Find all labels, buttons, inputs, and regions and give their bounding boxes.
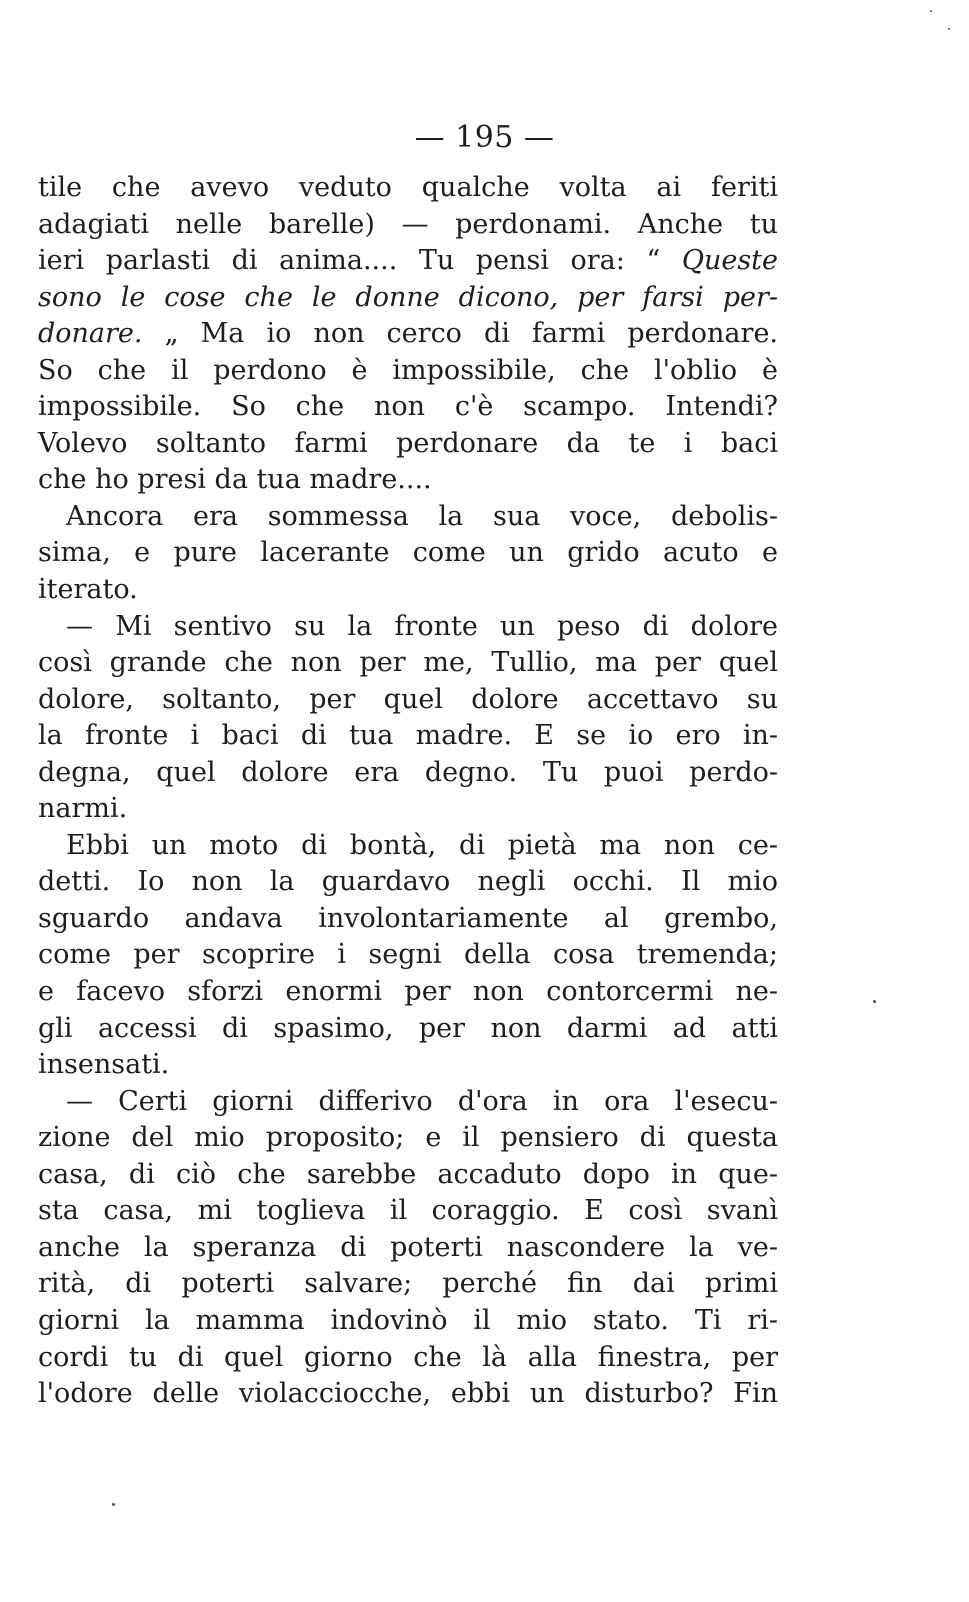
text-line: [38, 1303, 778, 1340]
text-line: [38, 901, 778, 938]
scan-speck: [873, 1000, 876, 1003]
text-segment: Ebbi un moto di bontà, di pietà ma non ce-: [66, 829, 778, 861]
text-segment: — Certi giorni differivo d'ora in ora l'esecu-: [66, 1085, 778, 1117]
text-segment: giorni la mamma indovinò il mio stato. Ti ri-: [38, 1304, 778, 1336]
scan-speck: [112, 1503, 115, 1506]
text-segment: So che il perdono è impossibile, che l'oblio è: [38, 354, 778, 386]
text-segment: zione del mio proposito; e il pensiero di questa: [38, 1122, 778, 1154]
text-line: [38, 572, 778, 609]
text-segment: rità, di poterti salvare; perché fin dai primi: [38, 1268, 778, 1300]
text-line: [38, 243, 778, 280]
text-segment: „ Ma io non cerco di farmi perdonare.: [142, 318, 778, 350]
text-segment: come per scoprire i segni della cosa tremenda;: [38, 939, 778, 971]
text-segment: e facevo sforzi enormi per non contorcermi ne-: [38, 976, 778, 1008]
text-segment: narmi.: [38, 793, 128, 825]
scan-speck: [948, 28, 950, 30]
italic-text: Queste: [681, 245, 778, 277]
text-line: [38, 828, 778, 865]
text-line: [38, 937, 778, 974]
text-segment: detti. Io non la guardavo negli occhi. Il mio: [38, 866, 778, 898]
text-line: [38, 1047, 778, 1084]
text-segment: — Mi sentivo su la fronte un peso di dolore: [66, 610, 778, 642]
italic-text: sono le cose che le donne dicono, per farsi per-: [38, 281, 778, 313]
text-line: [38, 645, 778, 682]
text-line: [38, 974, 778, 1011]
text-line: [38, 1120, 778, 1157]
text-segment: impossibile. So che non c'è scampo. Intendi?: [38, 391, 778, 423]
text-segment: Ancora era sommessa la sua voce, debolis-: [66, 500, 778, 532]
text-line: [38, 718, 778, 755]
text-segment: tile che avevo veduto qualche volta ai feriti: [38, 172, 778, 203]
text-line: [38, 1230, 778, 1267]
text-line: [38, 462, 778, 499]
page-number: — 195 —: [414, 120, 555, 155]
text-segment: ieri parlasti di anima.... Tu pensi ora: “: [38, 245, 682, 277]
text-segment: insensati.: [38, 1049, 170, 1081]
text-line: [38, 1011, 778, 1048]
text-line: [38, 499, 778, 536]
italic-text: donare.: [38, 318, 143, 350]
text-line: [38, 755, 778, 792]
text-segment: sta casa, mi toglieva il coraggio. E così svanì: [38, 1195, 778, 1227]
text-line: [38, 1157, 778, 1194]
text-line: [38, 207, 778, 244]
text-line: [38, 682, 778, 719]
text-line: [38, 353, 778, 390]
text-segment: cordi tu di quel giorno che là alla finestra, per: [38, 1341, 778, 1373]
text-line: [38, 170, 778, 207]
text-segment: così grande che non per me, Tullio, ma per quel: [38, 647, 778, 679]
text-line: [38, 389, 778, 426]
text-segment: anche la speranza di poterti nascondere la ve-: [38, 1231, 778, 1263]
text-line: [38, 280, 778, 317]
text-segment: iterato.: [38, 574, 138, 606]
text-line: [38, 426, 778, 463]
text-segment: l'odore delle violacciocche, ebbi un disturbo? Fin: [38, 1378, 778, 1410]
text-segment: che ho presi da tua madre....: [38, 464, 432, 496]
text-line: [38, 535, 778, 572]
text-line: [38, 1193, 778, 1230]
text-segment: degna, quel dolore era degno. Tu puoi perdo-: [38, 756, 778, 788]
text-line: [38, 791, 778, 828]
text-segment: la fronte i baci di tua madre. E se io ero in-: [38, 720, 778, 752]
text-segment: Volevo soltanto farmi perdonare da te i baci: [38, 427, 778, 459]
text-line: [38, 1376, 778, 1413]
text-segment: casa, di ciò che sarebbe accaduto dopo in que-: [38, 1158, 778, 1190]
text-segment: dolore, soltanto, per quel dolore accettavo su: [38, 683, 778, 715]
text-line: [38, 1340, 778, 1377]
text-segment: sguardo andava involontariamente al grembo,: [38, 902, 778, 934]
text-line: [38, 1084, 778, 1121]
text-line: [38, 609, 778, 646]
text-segment: gli accessi di spasimo, per non darmi ad atti: [38, 1012, 778, 1044]
text-line: [38, 864, 778, 901]
text-line: [38, 1266, 778, 1303]
scan-speck: [930, 10, 932, 12]
text-line: [38, 316, 778, 353]
text-segment: sima, e pure lacerante come un grido acuto e: [38, 537, 778, 569]
body-text: [38, 170, 778, 1413]
text-segment: adagiati nelle barelle) — perdonami. Anche tu: [38, 208, 778, 240]
